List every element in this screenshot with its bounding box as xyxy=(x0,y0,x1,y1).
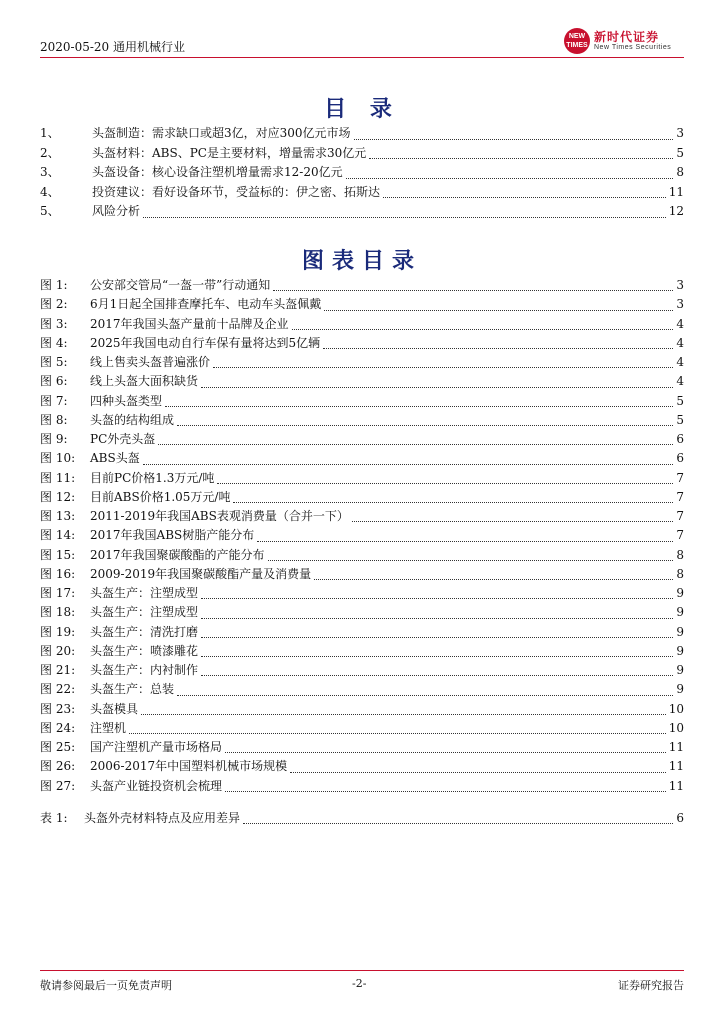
figure-entry-number: 图 16: xyxy=(40,566,76,581)
figure-entry-text: 头盔生产：总装 xyxy=(90,682,175,697)
figure-entry-number: 图 11: xyxy=(40,470,76,485)
figure-entry-number: 图 25: xyxy=(40,740,76,754)
figure-entry-leader-dots xyxy=(201,636,673,638)
figure-entry-leader-dots xyxy=(201,597,673,599)
figure-entry-number: 图 1: xyxy=(40,278,68,292)
figure-entry[interactable] xyxy=(40,777,684,796)
figure-entry[interactable] xyxy=(40,642,684,661)
toc-entry-text: 头盔设备：核心设备注塑机增量需求12-20亿元 xyxy=(92,165,343,180)
toc-entry-number: 1、 xyxy=(40,126,60,140)
figure-list xyxy=(40,276,684,796)
figure-entry-page: 11 xyxy=(668,778,684,793)
toc-entry-text: 头盔材料：ABS、PC是主要材料，增量需求30亿元 xyxy=(92,145,367,160)
figure-entry-leader-dots xyxy=(314,578,673,580)
figure-entry-leader-dots xyxy=(217,482,673,484)
figure-entry[interactable] xyxy=(40,295,684,314)
logo-emblem-icon: NEW TIMES xyxy=(564,28,590,54)
toc-entry-leader-dots xyxy=(369,157,673,159)
logo-english-name: New Times Securities xyxy=(594,44,672,51)
figure-entry-page: 4 xyxy=(676,335,684,350)
figure-entry-page: 11 xyxy=(668,759,684,774)
figure-entry-page: 6 xyxy=(676,432,684,446)
toc-entry-page: 12 xyxy=(668,204,684,219)
figure-entry-leader-dots xyxy=(292,328,674,330)
table-entry[interactable] xyxy=(40,809,684,828)
figure-entry-page: 4 xyxy=(676,316,684,331)
figure-entry[interactable] xyxy=(40,411,684,430)
figure-entry-text: 6月1日起全国排查摩托车、电动车头盔佩戴 xyxy=(90,297,322,312)
figure-entry[interactable] xyxy=(40,469,684,488)
table-entry-text: 头盔外壳材料特点及应用差异 xyxy=(84,811,241,825)
figure-entry-number: 图 12: xyxy=(40,489,76,504)
figure-entry-leader-dots xyxy=(352,520,674,522)
figure-entry-number: 图 6: xyxy=(40,374,68,389)
figure-entry-page: 4 xyxy=(676,355,684,369)
figure-entry-leader-dots xyxy=(158,443,673,445)
figure-entry-number: 图 23: xyxy=(40,701,76,716)
figure-entry-number: 图 14: xyxy=(40,528,76,543)
figure-entry[interactable] xyxy=(40,623,684,642)
figure-entry-leader-dots xyxy=(129,732,666,734)
figure-entry-page: 7 xyxy=(676,528,684,543)
toc-entry-number: 5、 xyxy=(40,204,60,219)
figure-entry-page: 9 xyxy=(676,682,684,697)
figure-entry-number: 图 24: xyxy=(40,720,76,735)
footer-report-type: 证券研究报告 xyxy=(618,979,684,992)
figure-entry-page: 6 xyxy=(676,451,684,466)
figure-entry[interactable] xyxy=(40,700,684,719)
figure-entry-page: 5 xyxy=(676,412,684,427)
figure-entry-number: 图 15: xyxy=(40,547,76,562)
figure-entry-number: 图 4: xyxy=(40,335,68,350)
figure-entry[interactable] xyxy=(40,680,684,699)
figure-entry-number: 图 7: xyxy=(40,393,68,408)
figure-entry-number: 图 8: xyxy=(40,412,68,427)
toc-entry-number: 3、 xyxy=(40,165,60,180)
figure-entry-number: 图 18: xyxy=(40,605,76,620)
figure-entry-page: 4 xyxy=(676,374,684,389)
figure-entry-text: 目前ABS价格1.05万元/吨 xyxy=(90,489,231,504)
figure-entry-text: 2017年我国聚碳酸酯的产能分布 xyxy=(90,547,265,562)
figure-entry-text: 2017年我国头盔产量前十品牌及企业 xyxy=(90,316,289,331)
figure-entry-page: 9 xyxy=(676,624,684,639)
figure-entry-page: 9 xyxy=(676,586,684,600)
figure-entry-text: 头盔产业链投资机会梳理 xyxy=(90,778,223,793)
figure-entry-text: 头盔模具 xyxy=(90,701,139,716)
toc-entry-page: 11 xyxy=(668,184,684,199)
figure-entry-text: 头盔生产：注塑成型 xyxy=(90,605,199,620)
figure-entry[interactable] xyxy=(40,488,684,507)
figure-list-title: 图表目录 xyxy=(301,249,422,274)
toc-entry-page: 3 xyxy=(676,126,684,140)
figure-entry[interactable] xyxy=(40,719,684,738)
figure-entry-text: 线上售卖头盔普遍涨价 xyxy=(90,355,211,369)
figure-entry-leader-dots xyxy=(201,386,673,388)
figure-entry-page: 5 xyxy=(676,393,684,408)
figure-entry[interactable] xyxy=(40,738,684,757)
figure-entry-leader-dots xyxy=(233,501,673,503)
figure-entry-number: 图 17: xyxy=(40,586,76,600)
toc-entry-leader-dots xyxy=(143,216,666,218)
figure-entry-page: 7 xyxy=(676,470,684,485)
figure-entry[interactable] xyxy=(40,449,684,468)
toc-entry-page: 8 xyxy=(676,165,684,180)
figure-entry-text: 头盔的结构组成 xyxy=(90,412,175,427)
figure-entry-leader-dots xyxy=(324,309,673,311)
figure-entry-leader-dots xyxy=(323,347,673,349)
figure-entry[interactable] xyxy=(40,276,684,295)
figure-entry-number: 图 21: xyxy=(40,663,76,677)
figure-entry-text: 2009-2019年我国聚碳酸酯产量及消费量 xyxy=(90,566,312,581)
figure-entry[interactable] xyxy=(40,757,684,776)
figure-entry-text: 头盔生产：清洗打磨 xyxy=(90,624,199,639)
figure-entry[interactable] xyxy=(40,334,684,353)
toc-entry[interactable] xyxy=(40,183,684,203)
figure-entry[interactable] xyxy=(40,584,684,603)
figure-entry-number: 图 5: xyxy=(40,355,68,369)
figure-entry-text: 头盔生产：内衬制作 xyxy=(90,663,199,677)
figure-entry-text: 公安部交管局“一盔一带”行动通知 xyxy=(90,278,271,292)
toc-entry[interactable] xyxy=(40,144,684,164)
figure-entry-text: 2025年我国电动自行车保有量将达到5亿辆 xyxy=(90,335,321,350)
figure-entry-text: 头盔生产：喷漆雕花 xyxy=(90,643,199,658)
figure-entry[interactable] xyxy=(40,507,684,526)
figure-entry-text: 2011-2019年我国ABS表观消费量（合并一下） xyxy=(90,509,349,523)
figure-entry-number: 图 2: xyxy=(40,297,68,312)
figure-entry-leader-dots xyxy=(257,540,673,542)
figure-entry-leader-dots xyxy=(201,674,673,676)
figure-entry-text: 目前PC价格1.3万元/吨 xyxy=(90,470,215,485)
figure-entry-page: 10 xyxy=(668,720,684,735)
figure-entry-number: 图 27: xyxy=(40,778,76,793)
figure-entry-text: 国产注塑机产量市场格局 xyxy=(90,740,223,754)
figure-entry-number: 图 22: xyxy=(40,682,76,697)
figure-entry-number: 图 13: xyxy=(40,509,76,523)
figure-entry-page: 8 xyxy=(676,547,684,562)
figure-entry-text: PC外壳头盔 xyxy=(90,432,156,446)
table-entry-leader-dots xyxy=(243,822,673,824)
toc-entry[interactable] xyxy=(40,163,684,183)
figure-entry-leader-dots xyxy=(213,366,673,368)
toc-title: 目 录 xyxy=(324,97,400,122)
toc-entry-text: 头盔制造：需求缺口或超3亿，对应300亿元市场 xyxy=(92,126,351,140)
toc-entry-leader-dots xyxy=(354,138,674,140)
figure-entry-leader-dots xyxy=(268,559,674,561)
figure-entry[interactable] xyxy=(40,526,684,545)
figure-entry[interactable] xyxy=(40,372,684,391)
figure-entry-page: 3 xyxy=(676,278,684,292)
figure-entry-leader-dots xyxy=(143,463,674,465)
figure-entry-text: 线上头盔大面积缺货 xyxy=(90,374,199,389)
figure-entry-leader-dots xyxy=(177,424,673,426)
figure-entry-page: 7 xyxy=(676,489,684,504)
figure-entry-page: 3 xyxy=(676,297,684,312)
figure-entry-page: 9 xyxy=(676,663,684,677)
figure-entry-number: 图 9: xyxy=(40,432,68,446)
figure-entry[interactable] xyxy=(40,430,684,449)
figure-entry-text: 2006-2017年中国塑料机械市场规模 xyxy=(90,759,288,774)
figure-entry[interactable] xyxy=(40,661,684,680)
figure-entry[interactable] xyxy=(40,392,684,411)
figure-entry-number: 图 26: xyxy=(40,759,76,774)
figure-entry-text: 注塑机 xyxy=(90,720,127,735)
figure-entry-leader-dots xyxy=(165,405,673,407)
figure-entry-leader-dots xyxy=(201,617,673,619)
footer-divider xyxy=(40,970,684,971)
toc-entry-number: 4、 xyxy=(40,184,60,199)
figure-entry-number: 图 20: xyxy=(40,643,76,658)
header-divider xyxy=(40,57,684,58)
toc-entry-leader-dots xyxy=(346,177,674,179)
figure-entry-page: 11 xyxy=(668,740,684,754)
table-entry-page: 6 xyxy=(676,811,684,825)
figure-entry-number: 图 19: xyxy=(40,624,76,639)
toc-entry-page: 5 xyxy=(676,145,684,160)
figure-entry-leader-dots xyxy=(290,771,666,773)
figure-entry-text: 头盔生产：注塑成型 xyxy=(90,586,199,600)
footer-page-number: -2- xyxy=(352,977,367,990)
figure-entry[interactable] xyxy=(40,565,684,584)
figure-entry[interactable] xyxy=(40,603,684,622)
figure-entry-leader-dots xyxy=(141,713,666,715)
figure-entry-leader-dots xyxy=(273,289,673,291)
logo-chinese-name: 新时代证券 xyxy=(594,30,660,44)
figure-entry[interactable] xyxy=(40,315,684,334)
toc-entry-text: 投资建议：看好设备环节，受益标的：伊之密、拓斯达 xyxy=(92,184,381,199)
footer-disclaimer: 敬请参阅最后一页免责声明 xyxy=(40,979,172,992)
figure-entry[interactable] xyxy=(40,353,684,372)
figure-entry-page: 8 xyxy=(676,566,684,581)
header-date-topic: 2020-05-20 通用机械行业 xyxy=(40,40,186,54)
figure-entry-page: 7 xyxy=(676,509,684,523)
figure-entry-leader-dots xyxy=(177,694,673,696)
figure-entry-text: 四种头盔类型 xyxy=(90,393,163,408)
toc-entry-leader-dots xyxy=(383,196,666,198)
figure-entry-page: 10 xyxy=(668,701,684,716)
figure-entry-leader-dots xyxy=(225,751,666,753)
figure-entry-text: ABS头盔 xyxy=(90,451,140,466)
toc-entry[interactable] xyxy=(40,124,684,144)
figure-entry-page: 9 xyxy=(676,605,684,620)
table-list xyxy=(40,809,684,828)
figure-entry-leader-dots xyxy=(225,790,666,792)
toc-entry-text: 风险分析 xyxy=(92,204,141,219)
figure-entry-text: 2017年我国ABS树脂产能分布 xyxy=(90,528,255,543)
table-entry-number: 表 1: xyxy=(40,811,68,825)
figure-entry-number: 图 10: xyxy=(40,451,76,466)
toc-list xyxy=(40,124,684,222)
toc-entry-number: 2、 xyxy=(40,145,60,160)
figure-entry-number: 图 3: xyxy=(40,316,68,331)
figure-entry-leader-dots xyxy=(201,655,673,657)
toc-entry[interactable] xyxy=(40,202,684,222)
figure-entry-page: 9 xyxy=(676,643,684,658)
figure-entry[interactable] xyxy=(40,546,684,565)
